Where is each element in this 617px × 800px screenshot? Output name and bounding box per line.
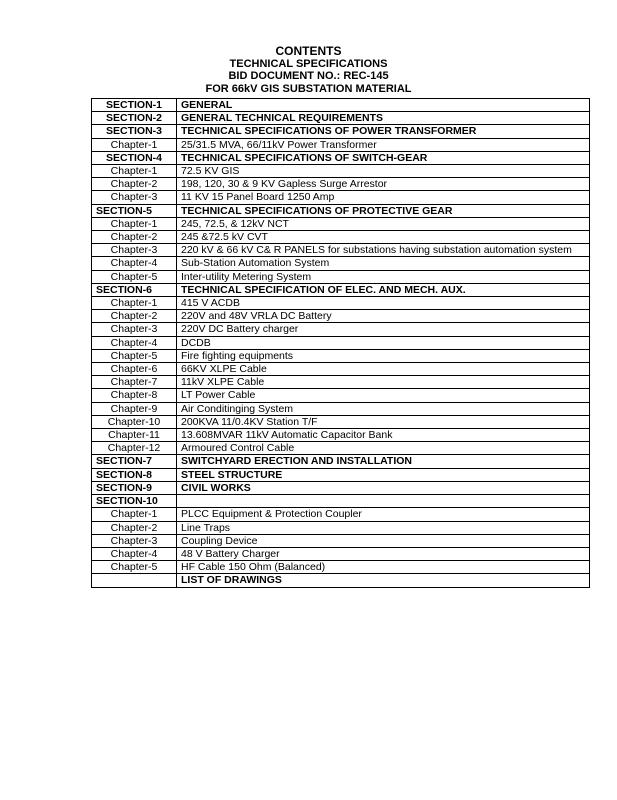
section-number: SECTION-3	[92, 125, 177, 138]
section-title: GENERAL	[177, 99, 590, 112]
chapter-row	[92, 442, 590, 455]
section-title: LIST OF DRAWINGS	[177, 574, 590, 587]
chapter-title: 200KVA 11/0.4KV Station T/F	[177, 415, 590, 428]
chapter-number: Chapter-7	[92, 376, 177, 389]
chapter-row	[92, 257, 590, 270]
chapter-number: Chapter-5	[92, 349, 177, 362]
chapter-number: Chapter-2	[92, 310, 177, 323]
section-title: TECHNICAL SPECIFICATION OF ELEC. AND MECH. AUX.	[177, 283, 590, 296]
bid-document-number: BID DOCUMENT NO.: REC-145	[228, 70, 389, 83]
section-title: STEEL STRUCTURE	[177, 468, 590, 481]
chapter-number: Chapter-11	[92, 429, 177, 442]
section-title: TECHNICAL SPECIFICATIONS OF POWER TRANSFORMER	[177, 125, 590, 138]
chapter-number: Chapter-3	[92, 244, 177, 257]
chapter-number: Chapter-3	[92, 534, 177, 547]
section-number: SECTION-5	[92, 204, 177, 217]
chapter-row	[92, 508, 590, 521]
chapter-title: Fire fighting equipments	[177, 349, 590, 362]
section-row	[92, 283, 590, 296]
chapter-row	[92, 429, 590, 442]
chapter-number: Chapter-4	[92, 257, 177, 270]
chapter-title: Line Traps	[177, 521, 590, 534]
chapter-number: Chapter-1	[92, 165, 177, 178]
chapter-number: Chapter-8	[92, 389, 177, 402]
chapter-title: DCDB	[177, 336, 590, 349]
chapter-title: Coupling Device	[177, 534, 590, 547]
chapter-number: Chapter-3	[92, 323, 177, 336]
chapter-title: PLCC Equipment & Protection Coupler	[177, 508, 590, 521]
document-subject: FOR 66kV GIS SUBSTATION MATERIAL	[205, 82, 412, 95]
chapter-title: 245 &72.5 kV CVT	[177, 231, 590, 244]
section-row	[92, 99, 590, 112]
chapter-row	[92, 561, 590, 574]
chapter-title: 245, 72.5, & 12kV NCT	[177, 217, 590, 230]
chapter-row	[92, 534, 590, 547]
section-number: SECTION-1	[92, 99, 177, 112]
chapter-number: Chapter-4	[92, 336, 177, 349]
chapter-number: Chapter-12	[92, 442, 177, 455]
chapter-row	[92, 376, 590, 389]
chapter-row	[92, 336, 590, 349]
chapter-row	[92, 165, 590, 178]
section-row	[92, 574, 590, 587]
section-number: SECTION-2	[92, 112, 177, 125]
section-number: SECTION-4	[92, 151, 177, 164]
section-title: SWITCHYARD ERECTION AND INSTALLATION	[177, 455, 590, 468]
contents-title: CONTENTS	[275, 44, 342, 58]
chapter-title: 13.608MVAR 11kV Automatic Capacitor Bank	[177, 429, 590, 442]
chapter-row	[92, 270, 590, 283]
chapter-row	[92, 415, 590, 428]
section-row	[92, 455, 590, 468]
chapter-row	[92, 191, 590, 204]
section-number: SECTION-6	[92, 283, 177, 296]
section-title	[177, 495, 590, 508]
chapter-number: Chapter-1	[92, 138, 177, 151]
section-row	[92, 125, 590, 138]
section-row	[92, 112, 590, 125]
chapter-title: 11kV XLPE Cable	[177, 376, 590, 389]
section-number: SECTION-10	[92, 495, 177, 508]
section-row	[92, 495, 590, 508]
chapter-row	[92, 402, 590, 415]
chapter-title: Inter-utility Metering System	[177, 270, 590, 283]
section-title: CIVIL WORKS	[177, 481, 590, 494]
section-title: GENERAL TECHNICAL REQUIREMENTS	[177, 112, 590, 125]
contents-table	[91, 98, 590, 588]
chapter-row	[92, 217, 590, 230]
chapter-title: 198, 120, 30 & 9 KV Gapless Surge Arrestor	[177, 178, 590, 191]
chapter-title: 220V DC Battery charger	[177, 323, 590, 336]
chapter-number: Chapter-10	[92, 415, 177, 428]
chapter-title: 25/31.5 MVA, 66/11kV Power Transformer	[177, 138, 590, 151]
contents-table-body	[92, 99, 590, 588]
section-number	[92, 574, 177, 587]
chapter-title: 11 KV 15 Panel Board 1250 Amp	[177, 191, 590, 204]
chapter-title: 220 kV & 66 kV C& R PANELS for substations having substation automation system	[177, 244, 590, 257]
section-number: SECTION-9	[92, 481, 177, 494]
chapter-number: Chapter-5	[92, 561, 177, 574]
chapter-row	[92, 547, 590, 560]
chapter-title: 72.5 KV GIS	[177, 165, 590, 178]
section-row	[92, 151, 590, 164]
chapter-row	[92, 310, 590, 323]
chapter-row	[92, 389, 590, 402]
section-title: TECHNICAL SPECIFICATIONS OF SWITCH-GEAR	[177, 151, 590, 164]
document-header	[0, 45, 617, 95]
chapter-title: Armoured Control Cable	[177, 442, 590, 455]
chapter-number: Chapter-1	[92, 508, 177, 521]
chapter-number: Chapter-1	[92, 217, 177, 230]
section-title: TECHNICAL SPECIFICATIONS OF PROTECTIVE GEAR	[177, 204, 590, 217]
chapter-row	[92, 521, 590, 534]
chapter-row	[92, 297, 590, 310]
chapter-number: Chapter-6	[92, 363, 177, 376]
chapter-row	[92, 178, 590, 191]
chapter-number: Chapter-5	[92, 270, 177, 283]
section-number: SECTION-8	[92, 468, 177, 481]
chapter-row	[92, 231, 590, 244]
section-row	[92, 468, 590, 481]
chapter-title: HF Cable 150 Ohm (Balanced)	[177, 561, 590, 574]
section-number: SECTION-7	[92, 455, 177, 468]
chapter-row	[92, 363, 590, 376]
chapter-row	[92, 349, 590, 362]
chapter-title: Air Conditinging System	[177, 402, 590, 415]
chapter-number: Chapter-4	[92, 547, 177, 560]
chapter-number: Chapter-9	[92, 402, 177, 415]
chapter-number: Chapter-1	[92, 297, 177, 310]
chapter-number: Chapter-3	[92, 191, 177, 204]
chapter-row	[92, 323, 590, 336]
chapter-row	[92, 138, 590, 151]
chapter-number: Chapter-2	[92, 231, 177, 244]
chapter-title: LT Power Cable	[177, 389, 590, 402]
chapter-number: Chapter-2	[92, 178, 177, 191]
section-row	[92, 204, 590, 217]
technical-specifications-title: TECHNICAL SPECIFICATIONS	[229, 58, 388, 70]
chapter-row	[92, 244, 590, 257]
chapter-title: Sub-Station Automation System	[177, 257, 590, 270]
chapter-title: 415 V ACDB	[177, 297, 590, 310]
chapter-title: 220V and 48V VRLA DC Battery	[177, 310, 590, 323]
chapter-title: 48 V Battery Charger	[177, 547, 590, 560]
chapter-title: 66KV XLPE Cable	[177, 363, 590, 376]
chapter-number: Chapter-2	[92, 521, 177, 534]
section-row	[92, 481, 590, 494]
